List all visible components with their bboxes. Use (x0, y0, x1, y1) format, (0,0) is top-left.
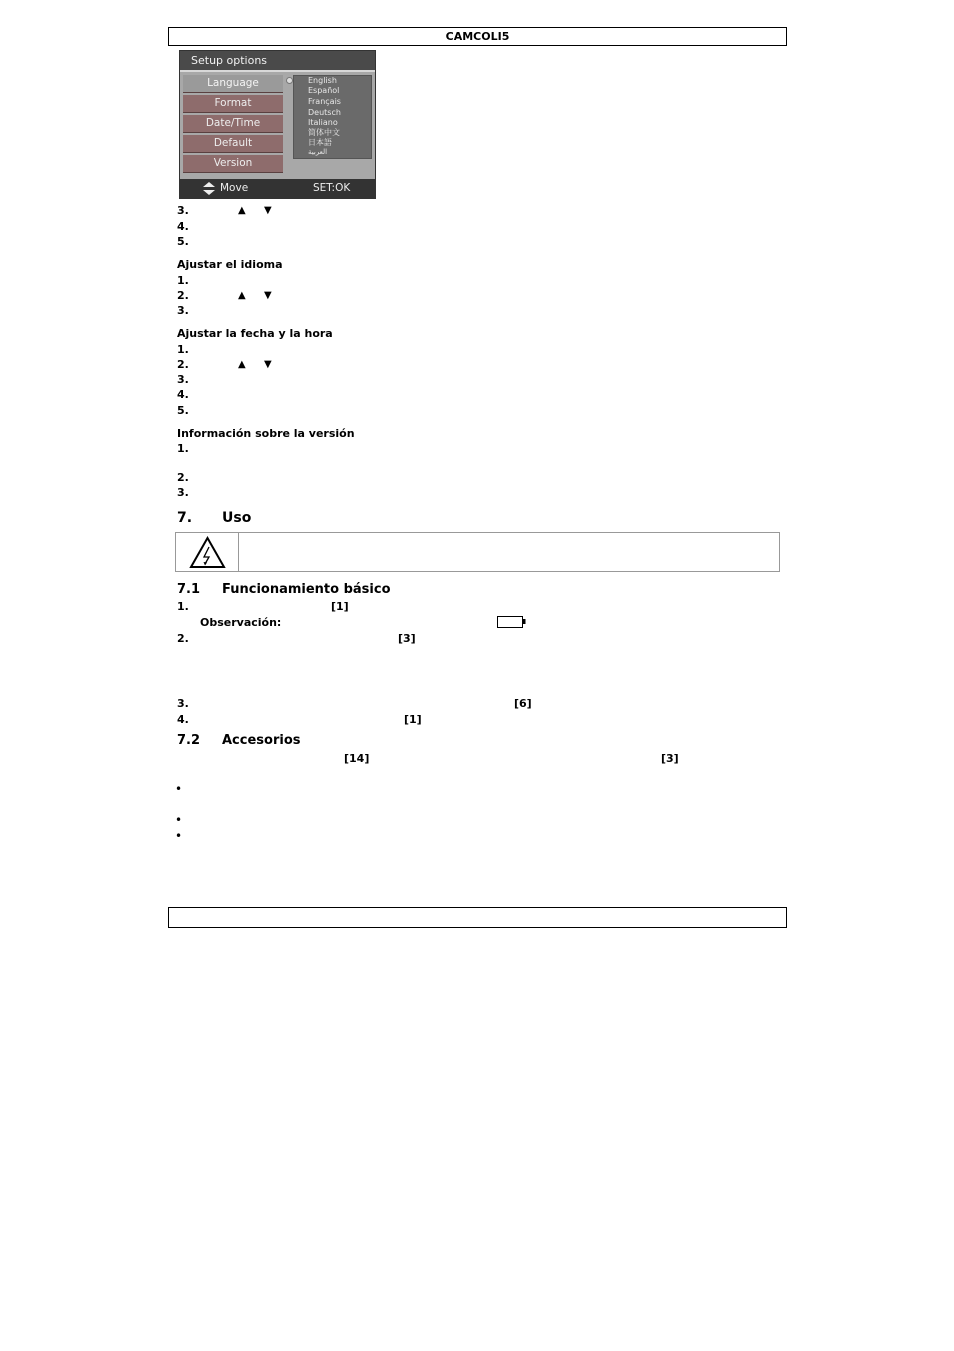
step-number: 3. (177, 697, 189, 710)
step-number: 2. (177, 632, 189, 645)
section-title-date-time: Ajustar la fecha y la hora (177, 327, 333, 340)
language-list (293, 75, 372, 159)
step-number: 4. (177, 388, 189, 401)
menu-date-time[interactable]: Date/Time (183, 115, 283, 133)
menu-default[interactable]: Default (183, 135, 283, 153)
ref-marker: [3] (661, 752, 679, 765)
down-arrow-icon: ▼ (264, 205, 272, 216)
lang-japanese[interactable]: 日本語 (308, 138, 332, 147)
step-number: 3. (177, 373, 189, 386)
section-title-language: Ajustar el idioma (177, 258, 283, 271)
lang-italiano[interactable]: Italiano (308, 118, 338, 127)
up-arrow-icon: ▲ (238, 290, 246, 301)
ref-marker: [14] (344, 752, 370, 765)
step-number: 5. (177, 404, 189, 417)
page-header: CAMCOLI5 (168, 27, 787, 46)
lang-english[interactable]: English (308, 76, 337, 85)
ref-marker: [6] (514, 697, 532, 710)
screen-bottom-bar (180, 179, 375, 198)
down-arrow-icon: ▼ (264, 290, 272, 301)
bullet-point: • (175, 813, 183, 827)
step-number: 3. (177, 486, 189, 499)
table-divider (238, 533, 239, 571)
step-number: 1. (177, 442, 189, 455)
lang-espanol[interactable]: Español (308, 86, 340, 95)
step-number: 3. (177, 304, 189, 317)
note-label: Observación: (200, 616, 282, 629)
step-number: 4. (177, 220, 189, 233)
screen-title: Setup options (180, 51, 375, 70)
section-title-accessories: Accesorios (222, 733, 301, 748)
chapter-number: 7. (177, 510, 193, 526)
move-label: Move (220, 182, 249, 194)
section-number: 7.1 (177, 582, 201, 597)
lang-arabic[interactable]: العربية (308, 148, 328, 156)
section-title-basic-operation: Funcionamiento básico (222, 582, 391, 597)
camera-setup-screen (179, 50, 376, 199)
title-divider (180, 70, 375, 72)
menu-language[interactable]: Language (183, 75, 283, 93)
ok-label: SET:OK (313, 182, 351, 194)
step-number: 3. (177, 204, 189, 217)
lang-francais[interactable]: Français (308, 97, 341, 106)
up-down-arrow-icon (203, 182, 215, 195)
down-arrow-icon: ▼ (264, 359, 272, 370)
battery-icon (497, 616, 528, 628)
step-number: 1. (177, 600, 189, 613)
step-number: 4. (177, 713, 189, 726)
section-number: 7.2 (177, 733, 201, 748)
radio-selected-icon (286, 77, 293, 84)
step-number: 2. (177, 471, 189, 484)
bullet-point: • (175, 782, 183, 796)
bullet-point: • (175, 829, 183, 843)
ref-marker: [1] (404, 713, 422, 726)
section-title-version: Información sobre la versión (177, 427, 355, 440)
ref-marker: [1] (331, 600, 349, 613)
step-number: 1. (177, 343, 189, 356)
lang-deutsch[interactable]: Deutsch (308, 108, 341, 117)
chapter-title: Uso (222, 510, 252, 526)
up-arrow-icon: ▲ (238, 205, 246, 216)
menu-format[interactable]: Format (183, 95, 283, 113)
high-voltage-warning-icon (189, 536, 226, 569)
warning-table (175, 532, 780, 572)
menu-version[interactable]: Version (183, 155, 283, 173)
ref-marker: [3] (398, 632, 416, 645)
step-number: 2. (177, 289, 189, 302)
step-number: 2. (177, 358, 189, 371)
step-number: 5. (177, 235, 189, 248)
step-number: 1. (177, 274, 189, 287)
up-arrow-icon: ▲ (238, 359, 246, 370)
lang-chinese[interactable]: 简体中文 (308, 128, 340, 137)
page-footer (168, 907, 787, 928)
